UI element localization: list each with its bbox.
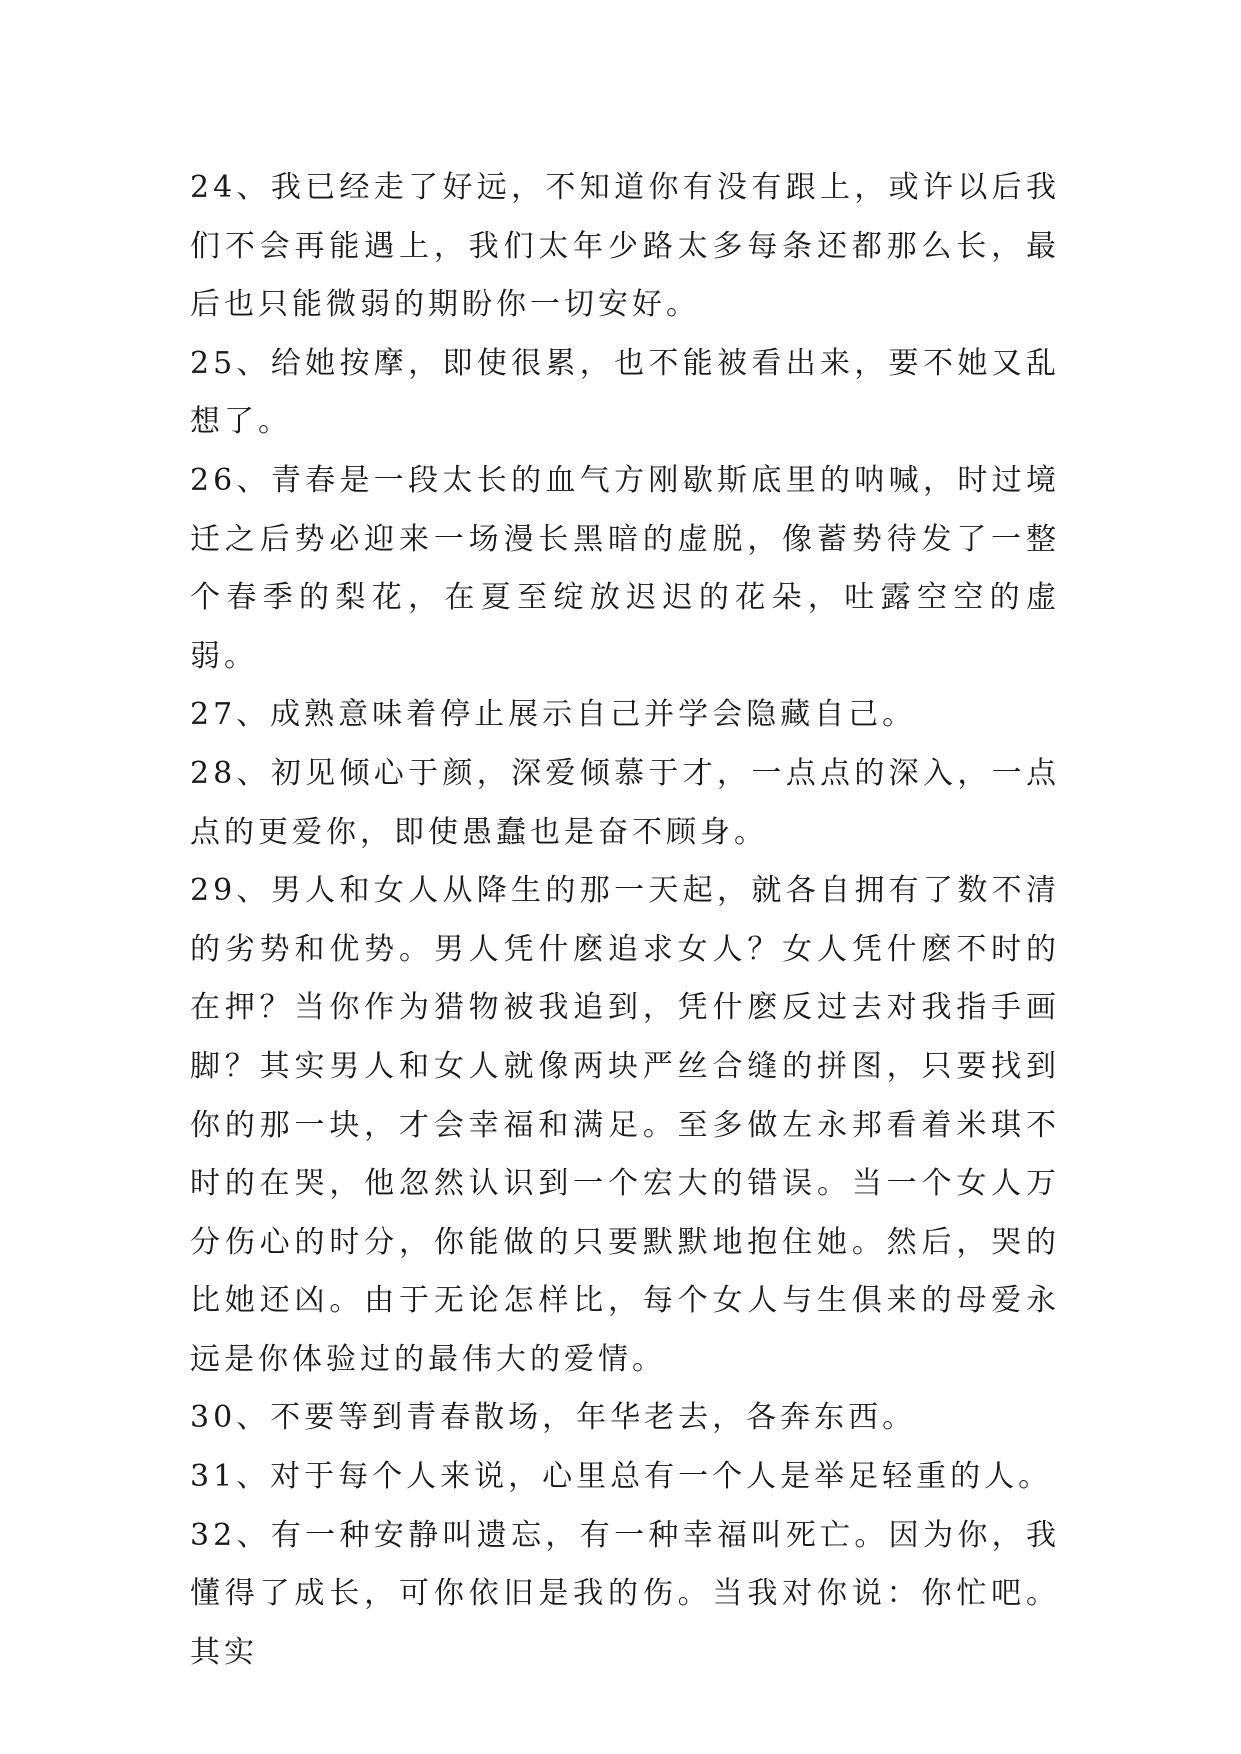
paragraph-31: 31、对于每个人来说，心里总有一个人是举足轻重的人。: [190, 1459, 1053, 1495]
paragraph-24: 24、我已经走了好远，不知道你有没有跟上，或许以后我们不会再能遇上，我们太年少路太多每条还都那么长，最后也只能微弱的期盼你一切安好。: [190, 170, 1060, 323]
paragraph-30: 30、不要等到青春散场，年华老去，各奔东西。: [190, 1400, 917, 1436]
document-body: [190, 159, 1060, 1682]
paragraph-28: 28、初见倾心于颜，深爱倾慕于才，一点点的深入，一点点的更爱你，即使愚蠢也是奋不顾身。: [190, 755, 1060, 850]
paragraph-27: 27、成熟意味着停止展示自己并学会隐藏自己。: [190, 697, 917, 733]
paragraph-32: 32、有一种安静叫遗忘，有一种幸福叫死亡。因为你，我懂得了成长，可你依旧是我的伤。当我对你说：你忙吧。其实: [190, 1517, 1060, 1670]
paragraph-25: 25、给她按摩，即使很累，也不能被看出来，要不她又乱想了。: [190, 345, 1060, 440]
paragraph-29: 29、男人和女人从降生的那一天起，就各自拥有了数不清的劣势和优势。男人凭什麽追求女人？女人凭什麽不时的在押？当你作为猎物被我追到，凭什麽反过去对我指手画脚？其实男人和女人就像两块严丝合缝的拼图，只要找到你的那一块，才会幸福和满足。至多做左永邦看着米琪不时的在哭，他忽然认识到一个宏大的错误。当一个女人万分伤心的时分，你能做的只要默默地抱住她。然后，哭的比她还凶。由于无论怎样比，每个女人与生俱来的母爱永远是你体验过的最伟大的爱情。: [190, 873, 1060, 1377]
paragraph-26: 26、青春是一段太长的血气方刚歇斯底里的呐喊，时过境迁之后势必迎来一场漫长黑暗的虚脱，像蓄势待发了一整个春季的梨花，在夏至绽放迟迟的花朵，吐露空空的虚弱。: [190, 462, 1060, 674]
